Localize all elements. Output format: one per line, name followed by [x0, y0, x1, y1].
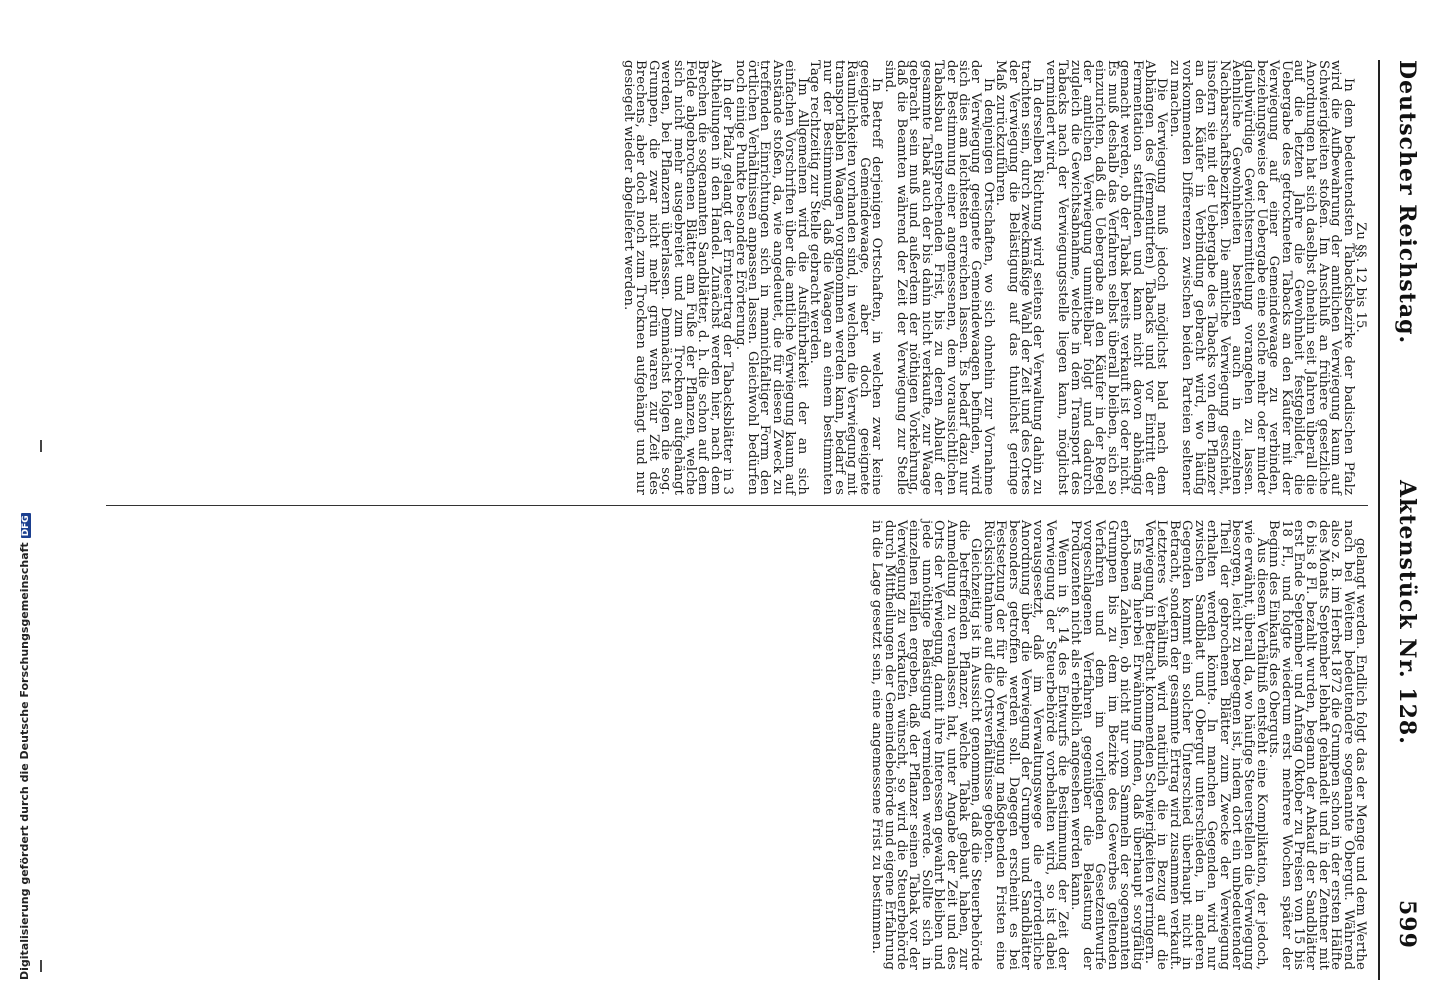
- paragraph: In Betreff derjenigen Ortschaften, in welchen zwar keine geeignete Gemeindewaage, aber doch geeignete Räumlichkeiten vorhanden sind, in welchen die Verwiegung mit transportablen Waagen vorgenommen werden kann, bedarf es nur der Bestimmung, daß die Waagen an einem bestimmten Tage rechtzeitig zur Stelle gebracht werden.: [807, 60, 885, 495]
- paragraph: Aus diesem Verhältniß entsteht eine Komplikation, der jedoch, wie erwähnt, überall da, wo häufige Steuerstellen die Verwiegung besorgen, leicht zu begegnen ist, indem dort ein unbedeutender Theil der gebrochenen Blätter zum Zwecke der Verwiegung erhalten werden könnte. In manchen Gegenden wird nur zwischen Sandblatt und Obergut unterschieden, in anderen Gegenden kommt ein solcher Unterschied überhaupt nicht in Betracht, sondern der gesammte Ertrag wird zusammen verkauft. Letzteres Verhältniß wird natürlich die in Bezug auf die Verwiegung in Betracht kommenden Schwierigkeiten verringern.: [1142, 520, 1269, 970]
- header-publication: Deutscher Reichstag.: [1394, 60, 1420, 345]
- header-document-number: Aktenstück Nr. 128.: [1394, 480, 1420, 745]
- paragraph: In dem bedeutendsten Tabacksbezirke der badischen Pfalz wird die Aufbewahrung der amtlichen Verwiegung kaum auf Schwierigkeiten stoßen. Im Anschluß an frühere gesetzliche Anordnungen hat sich daselbst ohnehin seit Jahren überall die auf die letzten Jahre die Gewohnheit festgebildet, die Uebergabe des getrockneten Tabacks an den Käufer mit der Verwiegung auf einer Gemeindewaage zu verbinden, beziehungsweise der Uebergabe eine solche mehr oder minder glaubwürdige Gewichtsermittelung vorangehen zu lassen. Aehnliche Gewohnheiten bestehen auch in einzelnen Nachbarschaftsbezirken. Die amtliche Verwiegung geschieht, insofern sie mit der Uebergabe des Tabacks von dem Pflanzer an den Käufer in Verbindung gebracht wird, wo häufig vorkommenden Differenzen zwischen beiden Parteien seltener zu machen.: [1166, 60, 1356, 495]
- section-heading: Zu §§. 12 bis 15.: [1353, 222, 1368, 333]
- paragraph: In der Pfalz gelangt der Ernteertrag der Tabacksblätter in 3 Abtheilungen in den Handel. Zunächst werden hier, nach dem Brechen die sogenannten Sandblätter, d. h. die schon auf dem Felde abgebrochenen Blätter am Fuße der Pflanzen, welche sich nicht mehr ausgebreitet und zum Trocknen aufgehängt werden, bei Pflanzern überlassen. Demnächst folgen die sog. Grumpen, die zwar nicht mehr grün waren zur Zeit des Brechens, aber doch noch zum Trocknen aufgehängt und nur gesiegelt wieder abgeliefert werden.: [621, 60, 736, 495]
- paragraph: Gleichzeitig ist in Aussicht genommen, daß die Steuerbehörde die betreffenden Pflanzer, welche Tabak gebaut haben, zur Anmeldung zu veranlassen hat, unter Angabe der Zeit und des Orts der Verwiegung, damit ihre Interessen gewahrt bleiben und jede unnöthige Belästigung vermieden werde. Sollte sich in einzelnen Fällen ergeben, daß der Pflanzer seinen Tabak vor der Verwiegung zu verkaufen wünscht, so wird die Steuerbehörde durch Mittheilungen der Gemeindebehörde und eigene Erfahrung in die Lage gesetzt sein, eine angemessene Frist zu bestimmen.: [869, 520, 984, 970]
- digitization-credit: [18, 513, 31, 980]
- paragraph: gelangt werden. Endlich folgt das der Menge und dem Werthe nach bei Weitem bedeutendere sogenannte Obergut. Während also z. B. im Herbst 1872 die Grumpen schon in der ersten Hälfte des Monats September lebhaft gehandelt und in der Zentner mit 6 bis 8 Fl. bezahlt wurden, begann der Ankauf der Sandblätter erst Ende September und Anfang Oktober zu Preisen von 15 bis 18 Fl., und folgte wiederum erst mehrere Wochen später der Beginn des Einkaufs des Oberguts.: [1266, 520, 1368, 970]
- paragraph: Die Verwiegung muß jedoch möglichst bald nach dem Abhängen des (fermentirten) Tabacks und vor Eintritt der Fermentation stattfinden und kann nicht davon abhängig gemacht werden, ob der Tabak bereits verkauft ist oder nicht. Es muß deshalb das Verfahren selbst überall bleiben, sich so einzurichten, daß die Uebergabe an den Käufer in der Regel der amtlichen Verwiegung unmittelbar folgt und dadurch zugleich die Gewichtsabnahme, welche in dem Transport des Tabacks nach der Verwiegungsstelle liegen kann, möglichst vermindert wird.: [1042, 60, 1170, 495]
- column-divider: [106, 505, 1368, 506]
- text-column-left: [622, 60, 1366, 495]
- edge-mark: [40, 440, 42, 452]
- digitization-credit-text: Digitalisierung gefördert durch die Deutsche Forschungsgemeinschaft: [18, 542, 31, 980]
- paragraph: Wenn in §. 14 des Entwurfs die Bestimmung der Zeit der Verwiegung der Steuerbehörde vorbehalten wird, so ist dabei vorausgesetzt, daß im Verwaltungswege die erforderliche Anordnung über die Verwiegung der Grumpen und Sandblätter besonders getroffen werden soll. Dagegen erscheint es bei Festsetzung der für die Verwiegung maßgebenden Fristen eine Rücksichtnahme auf die Ortsverhältnisse geboten.: [980, 520, 1071, 970]
- text-column-right: [870, 520, 1366, 970]
- dfg-logo-icon: DFG: [21, 515, 31, 537]
- header-rule: [1378, 60, 1380, 980]
- paragraph: In denjenigen Ortschaften, wo sich ohnehin zur Vornahme der Verwiegung geeignete Gemeindewaagen befinden, wird sich dies am leichtesten erreichen lassen. Es bedarf dazu nur der Bestimmung einer angemessenen, dem voraussichtlichen Tabaksbau entsprechenden Frist, bis zu deren Ablauf der gesammte Tabak auch der bis dahin nicht verkaufte, zur Waage gebracht sein muß und außerdem der nöthigen Vorkehrung, daß die Beamten während der Zeit der Verwiegung zur Stelle sind.: [881, 60, 996, 495]
- paragraph: Im Allgemeinen wird die Ausführbarkeit der an sich einfachen Vorschriften über die amtliche Verwiegung kaum auf Anstände stoßen, da, wie angedeutet, die für diesen Zweck zu treffenden Einrichtungen sich in mannichfaltiger Form den örtlichen Verhältnissen anpassen lassen. Gleichwohl bedürfen noch einige Punkte besondere Erörterung.: [732, 60, 810, 495]
- paragraph: Es mag hierbei Erwähnung finden, daß überhaupt sorgfältig erhobenen Zahlen, ob nicht nur vom Sammeln der sogenannten Grumpen bis zu dem im Bezirke des Gewerbes geltenden Verfahren und dem im vorliegenden Gesetzentwurfe vorgeschlagenen Verfahren gegenüber die Belastung der Produzenten nicht als erheblich angesehen werden kann.: [1067, 520, 1145, 970]
- paragraph: In derselben Richtung wird seitens der Verwaltung dahin zu trachten sein, durch zweckmäßige Wahl der Zeit und des Ortes der Verwiegung die Belästigung auf das thunlichst geringe Maß zurückzuführen.: [993, 60, 1046, 495]
- header-page-number: 599: [1394, 900, 1420, 949]
- edge-mark: [40, 960, 42, 972]
- page-header: [1394, 60, 1420, 949]
